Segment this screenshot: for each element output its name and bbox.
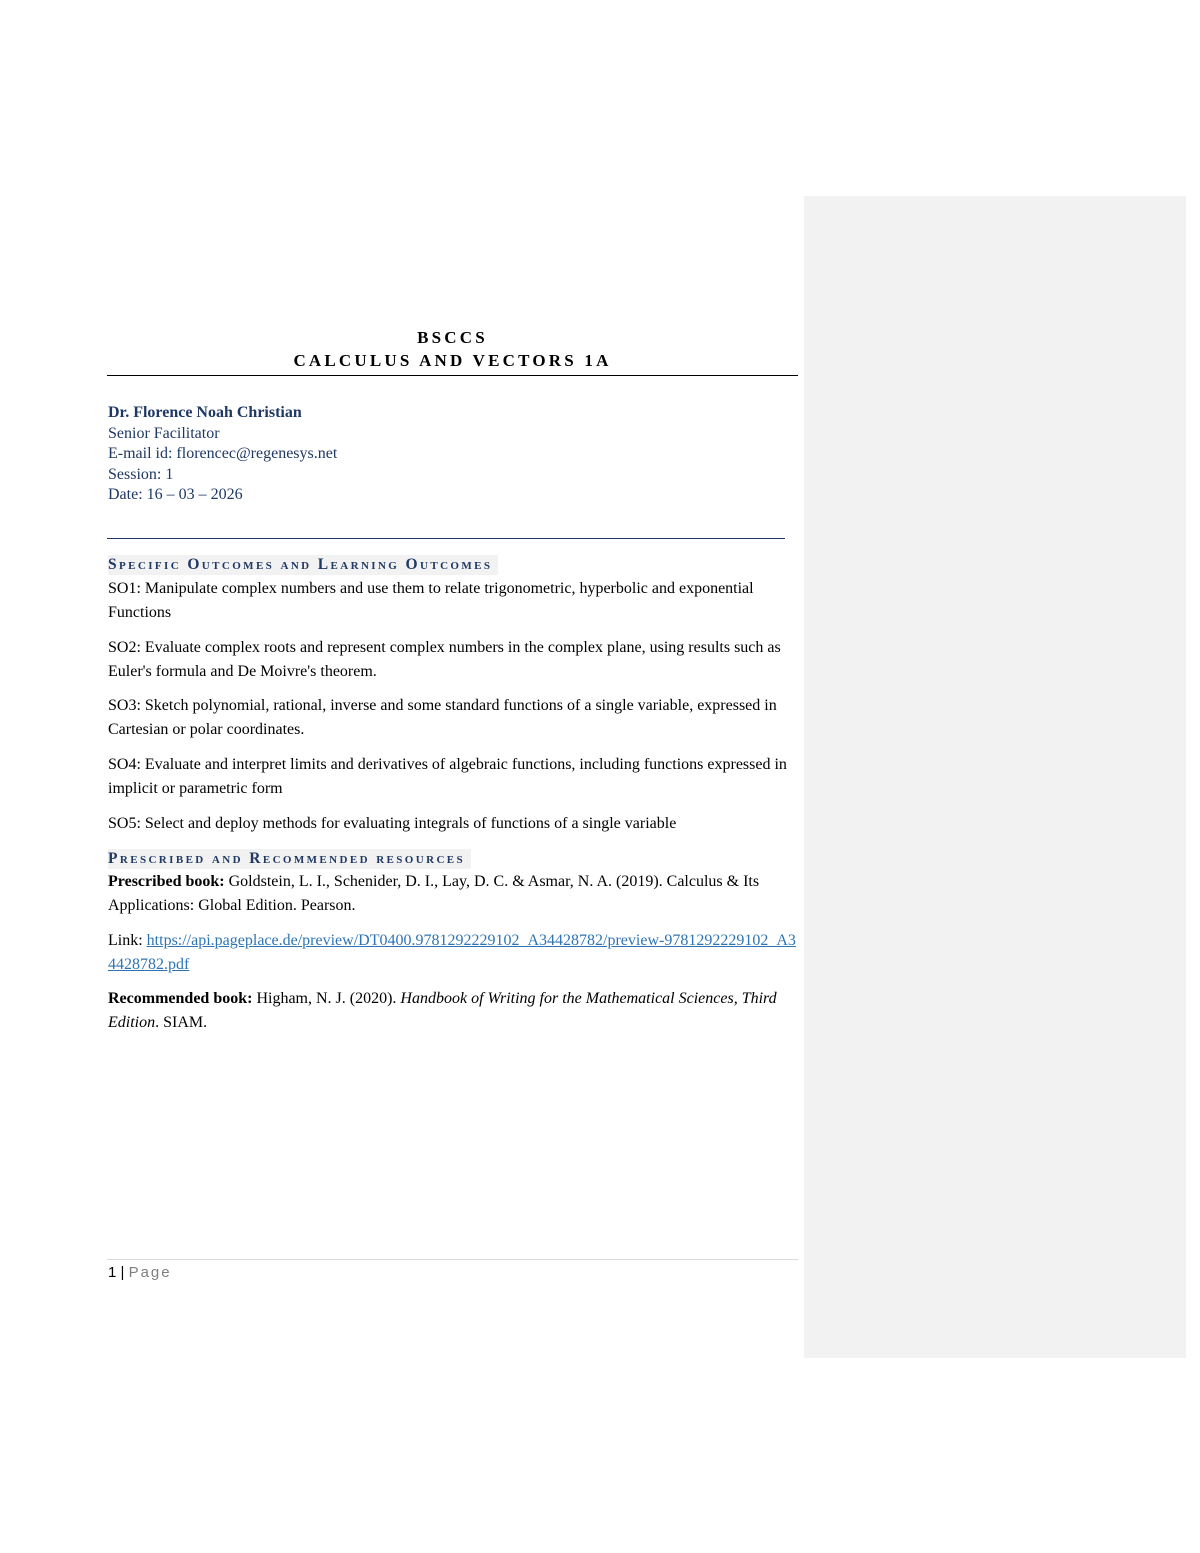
author-block — [108, 403, 337, 506]
page-number: 1 — [108, 1264, 117, 1281]
session-date: Date: 16 – 03 – 2026 — [108, 486, 243, 503]
page-label: Page — [128, 1264, 172, 1281]
recommended-label: Recommended book: — [108, 990, 253, 1007]
footer-divider — [107, 1259, 798, 1260]
author-email: E-mail id: florencec@regenesys.net — [108, 445, 338, 462]
author-role: Senior Facilitator — [108, 424, 220, 442]
session-number: Session: 1 — [108, 465, 174, 483]
link-label: Link: — [108, 932, 147, 949]
document-title — [107, 326, 798, 372]
recommended-citation-start: Higham, N. J. (2020). — [252, 990, 401, 1007]
resources-heading: Prescribed and Recommended resources — [108, 849, 471, 869]
prescribed-book — [108, 870, 796, 918]
link-paragraph — [108, 929, 796, 977]
comment-pane — [804, 196, 1186, 1358]
prescribed-label: Prescribed book: — [108, 873, 225, 890]
outcome-item-2: SO2: Evaluate complex roots and represent complex numbers in the complex plane, using results such as Euler's formula and De Moivre's theorem. — [108, 639, 781, 680]
recommended-book-title: Handbook of Writing for the Mathematical Sciences, Third Edition — [108, 990, 777, 1031]
outcome-item-4: SO4: Evaluate and interpret limits and derivatives of algebraic functions, including functions expressed in implicit or parametric form — [108, 756, 787, 797]
recommended-book — [108, 987, 796, 1035]
footer-separator: | — [116, 1264, 129, 1281]
title-divider — [107, 375, 798, 376]
dashed-divider — [107, 538, 785, 539]
program-code: BSCCS — [417, 328, 488, 347]
outcome-item-3: SO3: Sketch polynomial, rational, inverse and some standard functions of a single variable, expressed in Cartesian or polar coordinates. — [108, 697, 777, 738]
prescribed-book-link[interactable]: https://api.pageplace.de/preview/DT0400.9781292229102_A34428782/preview-9781292229102_A34428782.pdf — [108, 932, 796, 973]
outcome-item-1: SO1: Manipulate complex numbers and use them to relate trigonometric, hyperbolic and exponential Functions — [108, 580, 754, 621]
outcomes-heading: Specific Outcomes and Learning Outcomes — [108, 555, 498, 575]
outcome-item-5: SO5: Select and deploy methods for evaluating integrals of functions of a single variable — [108, 815, 677, 832]
recommended-citation-end: . SIAM. — [155, 1014, 208, 1031]
author-name: Dr. Florence Noah Christian — [108, 404, 302, 421]
page-footer — [108, 1263, 172, 1283]
course-title: CALCULUS AND VECTORS 1A — [293, 351, 612, 370]
prescribed-citation: Goldstein, L. I., Schenider, D. I., Lay, D. C. & Asmar, N. A. (2019). Calculus & Its Applications: Global Edition. Pearson. — [108, 873, 760, 914]
